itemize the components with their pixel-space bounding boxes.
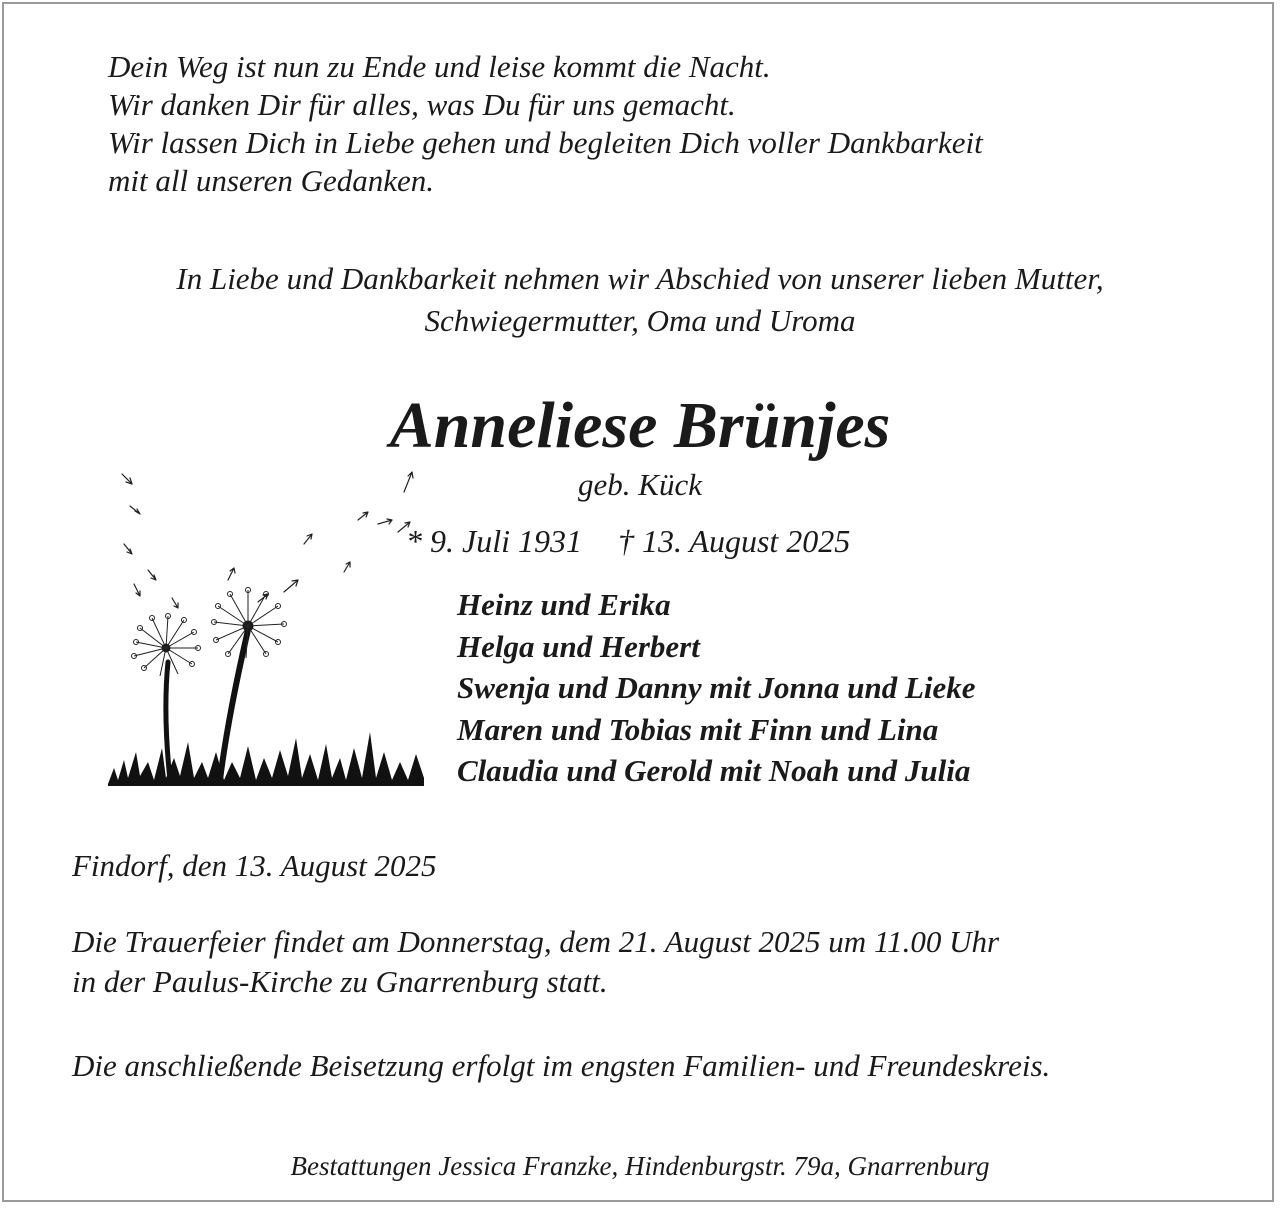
poem-line: Wir danken Dir für alles, was Du für uns gemacht. bbox=[108, 87, 736, 122]
place-date: Findorf, den 13. August 2025 bbox=[72, 848, 437, 883]
intro-text bbox=[0, 258, 1280, 342]
family-member: Maren und Tobias mit Finn und Lina bbox=[457, 711, 939, 747]
intro-line: Schwiegermutter, Oma und Uroma bbox=[424, 303, 856, 338]
death-date: † 13. August 2025 bbox=[617, 523, 851, 559]
family-member: Helga und Herbert bbox=[457, 628, 700, 664]
service-line: in der Paulus-Kirche zu Gnarrenburg statt. bbox=[72, 964, 608, 999]
undertaker-info: Bestattungen Jessica Franzke, Hindenburgstr. 79a, Gnarrenburg bbox=[290, 1151, 990, 1181]
family-member: Heinz und Erika bbox=[457, 587, 671, 622]
poem-line: Wir lassen Dich in Liebe gehen und begleiten Dich voller Dankbarkeit bbox=[108, 125, 983, 160]
service-line: Die Trauerfeier findet am Donnerstag, dem 21. August 2025 um 11.00 Uhr bbox=[72, 924, 1000, 959]
poem bbox=[108, 48, 983, 200]
burial-info: Die anschließende Beisetzung erfolgt im engsten Familien- und Freundeskreis. bbox=[72, 1048, 1051, 1083]
life-dates bbox=[406, 521, 850, 561]
family-list bbox=[457, 584, 976, 792]
birth-date: * 9. Juli 1931 bbox=[406, 523, 582, 559]
intro-line: In Liebe und Dankbarkeit nehmen wir Abschied von unserer lieben Mutter, bbox=[176, 261, 1104, 296]
poem-line: mit all unseren Gedanken. bbox=[108, 163, 434, 198]
deceased-name: Anneliese Brünjes bbox=[389, 389, 891, 462]
dandelion-icon bbox=[108, 462, 428, 786]
service-info bbox=[72, 922, 999, 1002]
poem-line: Dein Weg ist nun zu Ende und leise kommt die Nacht. bbox=[108, 49, 771, 84]
family-member: Swenja und Danny mit Jonna und Lieke bbox=[457, 670, 976, 705]
birth-name: geb. Kück bbox=[578, 467, 702, 502]
family-member: Claudia und Gerold mit Noah und Julia bbox=[457, 753, 971, 788]
